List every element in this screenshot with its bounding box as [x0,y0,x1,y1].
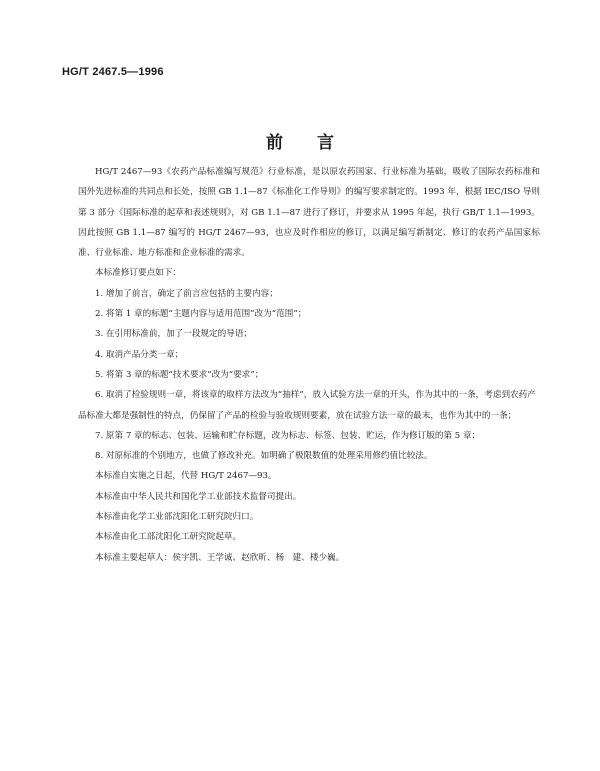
document-body [78,162,540,568]
replacement-statement: 本标准自实施之日起，代替 HG/T 2467—93。 [95,471,277,482]
proposer-statement: 本标准由中华人民共和国化学工业部技术监督司提出。 [95,491,302,502]
list-item: 4. 取消产品分类一章； [95,349,184,360]
list-item: 2. 将第 1 章的标题“主题内容与适用范围”改为“范围”； [95,309,307,320]
list-item: 6. 取消了检验规则一章，将该章的取样方法改为“抽样”，放入试验方法一章的开头，作为其中的一条，考虑到农药产品标准大都是强制性的特点，仍保留了产品的检验与验收规则要素，放在试验方法一章的最末，也作为其中的一条； [78,390,536,421]
list-item: 3. 在引用标准前，加了一段规定的导语； [95,329,253,340]
page-title: 前言 [266,133,368,153]
list-item: 5. 将第 3 章的标题“技术要求”改为“要求”； [95,369,264,380]
intro-paragraph: HG/T 2467—93《农药产品标准编写规范》行业标准，是以原农药国家、行业标准为基础，吸收了国际农药标准和国外先进标准的共同点和长处，按照 GB 1.1—87《标准化工作导则》的编写要求制定的。1993 年，根据 IEC/ISO 导则第 3 部分《国际标准的起草和表述规则》，对 GB 1.1—87 进行了修订，并要求从 1995 年起，执行 GB/T 1.1—1993。因此按照 GB 1.1—87 编写的 HG/T 2467—93，也应及时作相应的修订，以满足编写新制定、修订的农药产品国家标准、行业标准、地方标准和企业标准的需求。 [78,167,540,259]
drafter-statement: 本标准由化工部沈阳化工研究院起草。 [95,532,242,543]
list-item: 1. 增加了前言，确定了前言应包括的主要内容； [95,288,278,299]
standard-code: HG/T 2467.5—1996 [62,66,164,78]
revision-heading: 本标准修订要点如下： [95,268,181,279]
closing-statements [78,466,540,567]
administrator-statement: 本标准由化学工业部沈阳化工研究院归口。 [95,512,259,523]
revision-list [78,284,540,467]
drafters-list: 本标准主要起草人：侯宇凯、王学诚、赵欣昕、杨 建、楼少巍。 [95,552,345,563]
list-item: 8. 对原标准的个别地方，也做了修改补充。如明确了极限数值的处理采用修约值比较法。 [95,451,433,462]
list-item: 7. 原第 7 章的标志、包装、运输和贮存标题，改为标志、标签、包装、贮运，作为修订版的第 5 章； [95,430,481,441]
